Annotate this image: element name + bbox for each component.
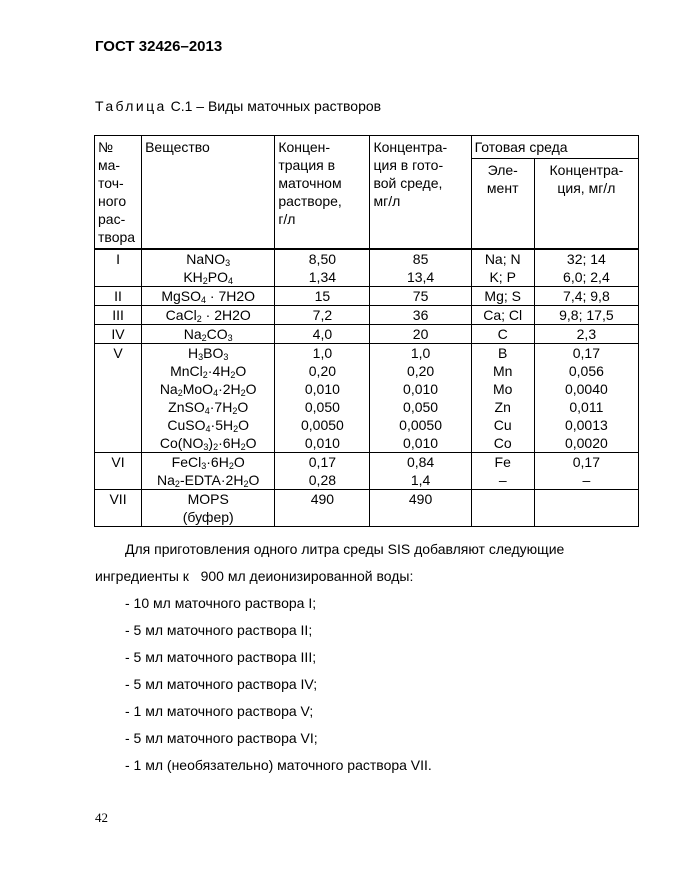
ready-conc: 0,17 [572,454,600,470]
header-stock-conc: Концен- трация в маточном растворе, г/л [275,136,370,250]
table-row [95,453,639,490]
solution-number [95,249,142,287]
stock-conc: 0,0050 [300,417,344,433]
ingredient-item: - 5 мл маточного раствора IV; [125,676,318,692]
table-caption-title: С.1 – Виды маточных растворов [170,98,382,114]
table-row [95,490,639,527]
final-conc: 0,20 [406,363,435,379]
solution-number-label: I [116,251,120,267]
final-conc: 0,0050 [399,417,442,433]
solution-number-label: VI [111,454,125,470]
ready-conc-cell [534,325,638,344]
solution-number-label: II [114,288,122,304]
substance: $Na_2MoO_4\cdot 2H_2O$ [159,381,257,398]
final-conc: 20 [412,326,429,342]
ready-conc-cell [534,453,638,490]
element: Zn [494,399,511,415]
final-conc-cell [370,306,471,325]
header-ready-medium: Готовая среда [471,136,638,159]
substance: $H_3BO_3$ [188,345,229,362]
element: Mo [492,381,513,397]
ready-conc-cell [534,306,638,325]
final-conc: 1,0 [410,345,431,361]
table-row [95,249,639,287]
element-cell [471,249,534,287]
intro-line-2: ингредиенты к 900 мл деионизированной воды: [95,568,414,584]
element: C [497,326,508,342]
final-conc: 0,010 [403,381,439,397]
final-conc: 0,84 [406,454,435,470]
substance-cell [142,344,275,453]
stock-conc [275,508,369,526]
ready-conc: 0,011 [569,399,604,415]
substance-cell [142,306,275,325]
element [472,490,534,508]
final-conc: 36 [412,307,429,323]
element: – [498,472,507,488]
table-row [95,325,639,344]
final-conc-cell [370,287,471,306]
solution-number [95,453,142,490]
ready-conc: – [582,472,591,488]
stock-conc-cell [275,249,370,287]
ready-conc: 9,8; 17,5 [559,307,614,323]
stock-conc-cell [275,287,370,306]
ready-conc: 6,0; 2,4 [563,269,610,285]
stock-conc-cell [275,306,370,325]
ready-conc-cell [534,490,638,527]
final-conc: 490 [408,491,433,507]
element-cell [471,453,534,490]
table-row [95,287,639,306]
ready-conc [535,508,638,526]
ready-conc: 32; 14 [566,251,606,267]
header-num: № ма- точ- ного рас- твора [95,136,142,250]
final-conc-cell [370,249,471,287]
substance: $CuSO_4\cdot 5H_2O$ [167,417,249,434]
stock-conc-cell [275,490,370,527]
table-caption [95,98,381,114]
element: Fe [494,454,511,470]
final-conc-cell [370,490,471,527]
substance-cell [142,490,275,527]
substance: $MnCl_2\cdot 4H_2O$ [170,363,247,380]
stock-solutions-table [94,135,639,527]
substance: NaNO$_3$ [186,251,231,268]
substance-cell [142,453,275,490]
substance: MgSO$_4$ · 7H2O [161,288,256,305]
ingredient-item: - 1 мл маточного раствора V; [125,703,314,719]
element-cell [471,306,534,325]
final-conc-cell [370,453,471,490]
table-row [95,344,639,453]
element: B [498,345,508,361]
stock-conc: 4,0 [312,326,333,342]
element [472,508,534,526]
solution-number-label: V [113,345,123,361]
ready-conc: 0,0013 [564,417,608,433]
solution-number [95,287,142,306]
element: K; P [489,269,516,285]
substance: (буфер) [182,509,234,525]
page-number: 42 [95,810,108,825]
element: Ca; Cl [483,307,523,323]
final-conc [370,508,470,526]
substance: $ZnSO_4\cdot 7H_2O$ [168,399,249,416]
substance: MOPS [187,491,229,507]
stock-conc: 1,0 [312,345,333,361]
final-conc: 75 [412,288,429,304]
element-cell [471,344,534,453]
ready-conc: 0,17 [572,345,600,361]
ready-conc-cell [534,344,638,453]
substance-cell [142,249,275,287]
substance: CaCl$_2$ · 2H2O [165,307,251,324]
final-conc: 0,010 [403,435,439,451]
element: Mg; S [484,288,521,304]
intro-line-1: Для приготовления одного литра среды SIS добавляют следующие [125,541,565,557]
ready-conc: 0,0040 [564,381,608,397]
stock-conc: 490 [310,491,335,507]
ready-conc: 2,3 [576,326,597,342]
solution-number-label: IV [111,326,125,342]
solution-number [95,325,142,344]
element: Na; N [484,251,521,267]
ingredient-item: - 5 мл маточного раствора VI; [125,730,318,746]
solution-number [95,306,142,325]
stock-conc: 15 [314,288,331,304]
final-conc-cell [370,325,471,344]
substance: $Na_2-EDTA\cdot 2H_2O$ [157,472,260,489]
final-conc: 0,050 [403,399,439,415]
solution-number-label: VII [109,491,127,507]
ready-conc-cell [534,287,638,306]
final-conc: 1,4 [410,472,431,488]
final-conc-cell [370,344,471,453]
ingredient-item: - 5 мл маточного раствора II; [125,622,313,638]
ingredient-item: - 5 мл маточного раствора III; [125,649,317,665]
final-conc: 13,4 [406,269,435,285]
stock-conc: 0,17 [308,454,337,470]
table-row [95,306,639,325]
element-cell [471,490,534,527]
header-substance: Вещество [142,136,275,250]
substance: $Co(NO_3)_2\cdot 6H_2O$ [159,435,257,452]
header-ready-conc: Концентра- ция, мг/л [534,159,638,250]
stock-conc: 0,010 [304,381,340,397]
stock-conc: 8,50 [308,251,337,267]
ready-conc: 7,4; 9,8 [563,288,610,304]
solution-number [95,490,142,527]
final-conc: 85 [412,251,429,267]
element-cell [471,325,534,344]
header-final-conc: Концентра- ция в гото- вой среде, мг/л [370,136,471,250]
ready-conc [535,490,638,508]
stock-conc-cell [275,344,370,453]
substance: $FeCl_3\cdot 6H_2O$ [171,454,245,471]
stock-conc-cell [275,325,370,344]
substance-cell [142,287,275,306]
ready-conc: 0,056 [568,363,604,379]
element: Mn [492,363,513,379]
stock-conc: 0,010 [304,435,340,451]
substance-cell [142,325,275,344]
solution-number-label: III [112,307,124,323]
ingredient-item: - 10 мл маточного раствора I; [125,595,317,611]
substance: $KH_2PO_4$ [183,269,234,286]
stock-conc-cell [275,453,370,490]
solution-number [95,344,142,453]
element: Co [493,435,512,451]
stock-conc: 0,050 [304,399,340,415]
stock-conc: 0,20 [308,363,337,379]
element-cell [471,287,534,306]
ingredient-item: - 1 мл (необязательно) маточного раствора VII. [125,757,432,773]
ready-conc: 0,0020 [564,435,608,451]
ready-conc-cell [534,249,638,287]
table-caption-label: Таблица [95,98,167,114]
stock-conc: 7,2 [312,307,333,323]
element: Cu [493,417,512,433]
standard-header: ГОСТ 32426–2013 [95,38,223,55]
stock-conc: 0,28 [308,472,337,488]
substance: $Na_2CO_3$ [183,326,233,343]
header-element: Эле- мент [471,159,534,250]
stock-conc: 1,34 [308,269,337,285]
